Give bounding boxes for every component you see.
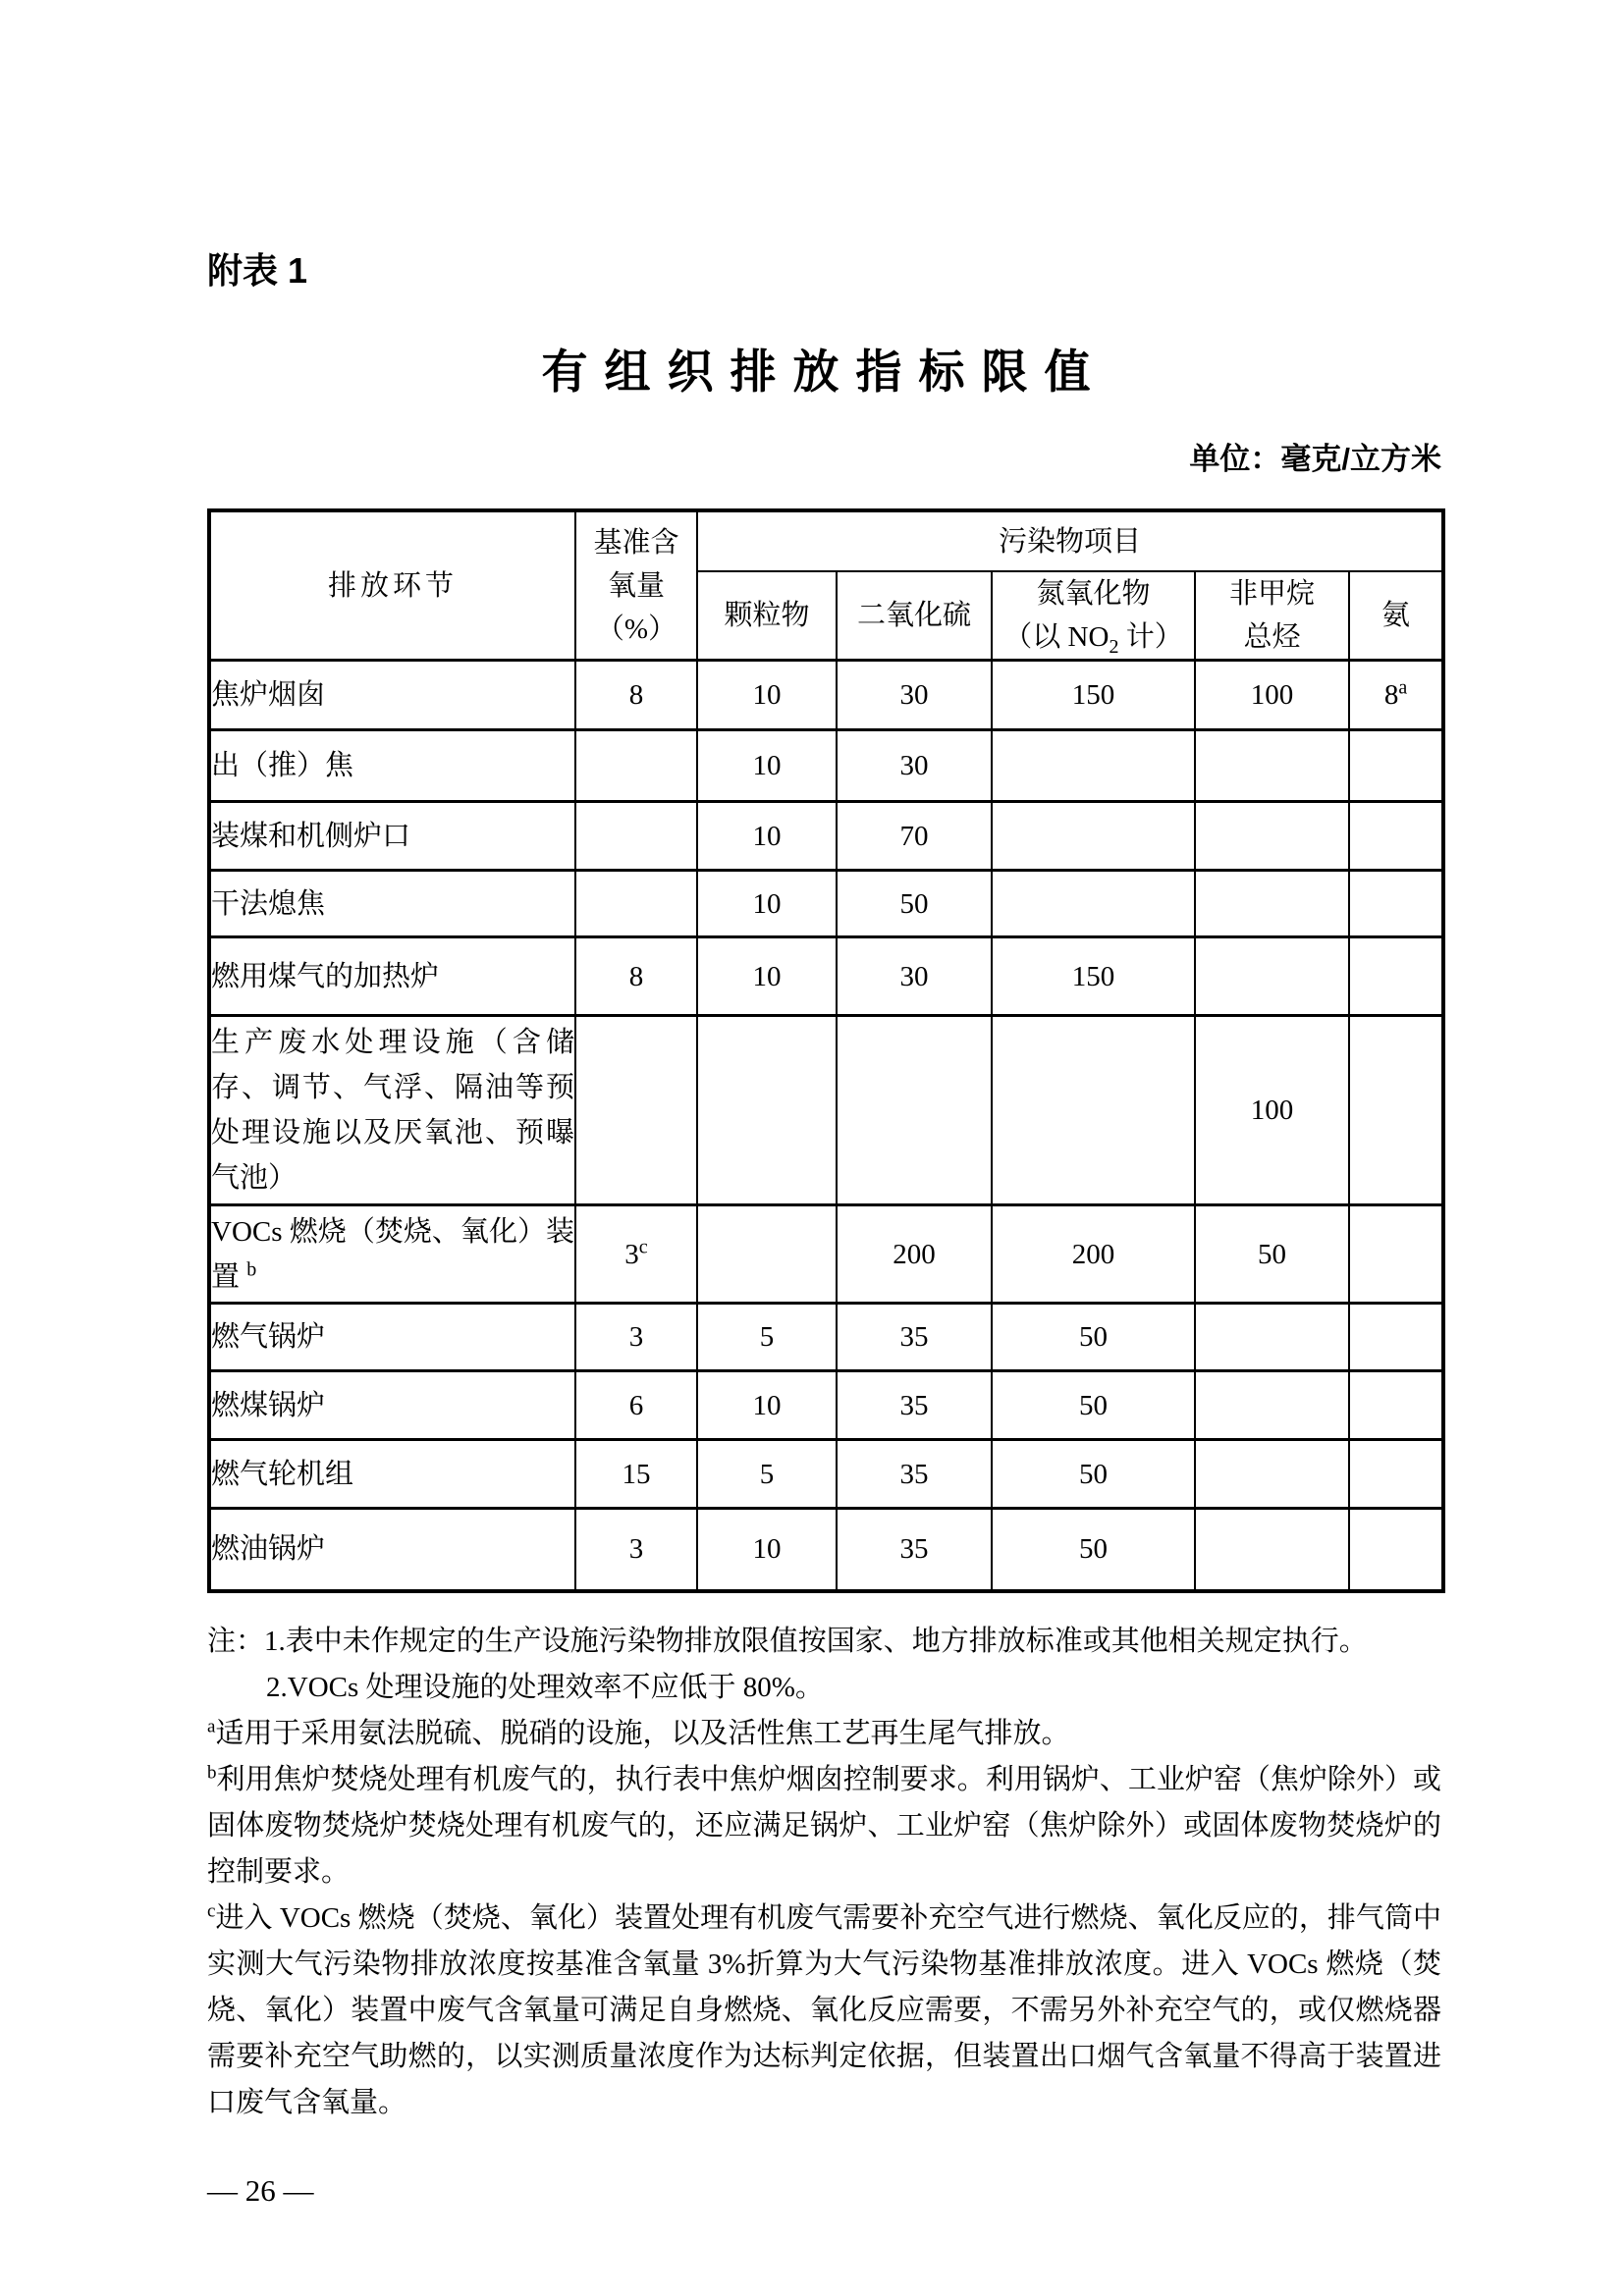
oxygen-value-cell: 3$^c$ — [575, 1205, 697, 1304]
footnote-a: $^a$适用于采用氨法脱硫、脱硝的设施，以及活性焦工艺再生尾气排放。 — [207, 1715, 1070, 1749]
table-row — [209, 1371, 1443, 1440]
nmhc-value-cell: 50 — [1195, 1205, 1349, 1304]
so2-value-cell: 35 — [837, 1371, 992, 1440]
header-nh3: 氨 — [1349, 571, 1443, 661]
so2-value-cell: 30 — [837, 661, 992, 730]
nh3-value-cell — [1349, 730, 1443, 802]
nh3-value-cell — [1349, 802, 1443, 871]
so2-value-cell: 200 — [837, 1205, 992, 1304]
nh3-value-cell: 8$^a$ — [1349, 661, 1443, 730]
nox-value-cell: 50 — [992, 1371, 1195, 1440]
footnote-ref-c: c — [638, 1235, 648, 1257]
nmhc-value-cell — [1195, 1509, 1349, 1591]
nmhc-value-cell — [1195, 1371, 1349, 1440]
so2-value-cell — [837, 1016, 992, 1205]
pm-value-cell: 10 — [697, 937, 837, 1016]
footnote-c-marker: c — [207, 1899, 216, 1921]
emission-stage-cell: 燃用煤气的加热炉 — [209, 937, 575, 1016]
nox-value-cell: 50 — [992, 1509, 1195, 1591]
header-nmhc — [1195, 571, 1349, 661]
oxygen-value-cell — [575, 730, 697, 802]
emission-stage-cell: 燃油锅炉 — [209, 1509, 575, 1591]
header-emission-stage: 排放环节 — [209, 510, 575, 661]
so2-value-cell: 30 — [837, 730, 992, 802]
nh3-value-cell — [1349, 1016, 1443, 1205]
nox-value-cell — [992, 730, 1195, 802]
header-nox-line2: （以 $NO_2$ 计） — [1003, 621, 1183, 658]
header-baseline-oxygen-line2: 氧量 — [607, 569, 665, 602]
so2-value-cell: 70 — [837, 802, 992, 871]
table-row — [209, 1440, 1443, 1509]
nmhc-value-cell — [1195, 937, 1349, 1016]
nmhc-value-cell: 100 — [1195, 661, 1349, 730]
header-baseline-oxygen — [575, 510, 697, 661]
table-row — [209, 1205, 1443, 1304]
nox-value-cell: 150 — [992, 661, 1195, 730]
footnote-c: $^c$进入 VOCs 燃烧（焚烧、氧化）装置处理有机废气需要补充空气进行燃烧、氧化反应的，排气筒中实测大气污染物排放浓度按基准含氧量 3%折算为大气污染物基准排放浓度。进入 VOCs 燃烧（焚烧、氧化）装置中废气含氧量可满足自身燃烧、氧化反应需要，不需另外补充空气的，或仅燃烧器需要补充空气助燃的，以实测质量浓度作为达标判定依据，但装置出口烟气含氧量不得高于装置进口废气含氧量。 — [207, 1899, 1441, 2118]
nox-value-cell: 50 — [992, 1440, 1195, 1509]
table-row — [209, 1509, 1443, 1591]
table-row — [209, 871, 1443, 937]
table-header-row-group — [209, 510, 1443, 571]
pm-value-cell: 10 — [697, 1509, 837, 1591]
nh3-value-cell — [1349, 1205, 1443, 1304]
emission-stage-cell: VOCs 燃烧（焚烧、氧化）装置 $^b$ — [209, 1205, 575, 1304]
pm-value-cell — [697, 1016, 837, 1205]
pm-value-cell: 10 — [697, 1371, 837, 1440]
footnote-b: $^b$利用焦炉焚烧处理有机废气的，执行表中焦炉烟囱控制要求。利用锅炉、工业炉窑（焦炉除外）或固体废物焚烧炉焚烧处理有机废气的，还应满足锅炉、工业炉窑（焦炉除外）或固体废物焚烧炉的控制要求。 — [207, 1761, 1441, 1888]
nox-value-cell — [992, 871, 1195, 937]
pm-value-cell — [697, 1205, 837, 1304]
emission-stage-cell: 燃煤锅炉 — [209, 1371, 575, 1440]
nh3-value-cell — [1349, 1371, 1443, 1440]
oxygen-value-cell: 8 — [575, 661, 697, 730]
pm-value-cell: 10 — [697, 871, 837, 937]
pm-value-cell: 10 — [697, 730, 837, 802]
emission-stage-cell: 燃气轮机组 — [209, 1440, 575, 1509]
emission-limits-table — [207, 508, 1445, 1593]
nmhc-value-cell — [1195, 802, 1349, 871]
nmhc-value-cell — [1195, 730, 1349, 802]
nmhc-value-cell — [1195, 871, 1349, 937]
unit-label: 单位：毫克/立方米 — [1189, 442, 1441, 476]
emission-stage-cell: 生产废水处理设施（含储存、调节、气浮、隔油等预处理设施以及厌氧池、预曝气池） — [209, 1016, 575, 1205]
nox-value-cell: 200 — [992, 1205, 1195, 1304]
footnote-ref-a: a — [1398, 676, 1408, 699]
footnote-a-marker: a — [207, 1715, 216, 1736]
footnote-ref-b: b — [246, 1257, 257, 1280]
header-pm: 颗粒物 — [697, 571, 837, 661]
note-2: 2.VOCs 处理设施的处理效率不应低于 80%。 — [266, 1671, 824, 1703]
header-pollutant-group: 污染物项目 — [697, 510, 1443, 571]
so2-value-cell: 35 — [837, 1509, 992, 1591]
table-row — [209, 937, 1443, 1016]
footnote-b-marker: b — [207, 1761, 217, 1783]
emission-stage-cell: 装煤和机侧炉口 — [209, 802, 575, 871]
nh3-value-cell — [1349, 1304, 1443, 1371]
nmhc-value-cell — [1195, 1440, 1349, 1509]
header-nmhc-line1: 非甲烷 — [1228, 578, 1315, 610]
so2-value-cell: 50 — [837, 871, 992, 937]
nh3-value-cell — [1349, 871, 1443, 937]
pm-value-cell: 5 — [697, 1304, 837, 1371]
header-baseline-oxygen-line1: 基准含 — [593, 526, 679, 559]
table-row — [209, 730, 1443, 802]
oxygen-value-cell — [575, 871, 697, 937]
header-baseline-oxygen-line3: （%） — [595, 613, 677, 645]
so2-value-cell: 35 — [837, 1440, 992, 1509]
header-so2: 二氧化硫 — [837, 571, 992, 661]
oxygen-value-cell: 6 — [575, 1371, 697, 1440]
pm-value-cell: 10 — [697, 661, 837, 730]
emission-stage-cell: 干法熄焦 — [209, 871, 575, 937]
header-nox-line1: 氮氧化物 — [1036, 578, 1151, 610]
nmhc-value-cell — [1195, 1304, 1349, 1371]
oxygen-value-cell: 3 — [575, 1304, 697, 1371]
oxygen-value-cell — [575, 1016, 697, 1205]
table-row — [209, 1304, 1443, 1371]
so2-value-cell: 30 — [837, 937, 992, 1016]
emission-stage-cell: 燃气锅炉 — [209, 1304, 575, 1371]
table-row — [209, 802, 1443, 871]
nmhc-value-cell: 100 — [1195, 1016, 1349, 1205]
oxygen-value-cell — [575, 802, 697, 871]
pm-value-cell: 5 — [697, 1440, 837, 1509]
emission-stage-cell: 出（推）焦 — [209, 730, 575, 802]
page-title: 有组织排放指标限值 — [541, 346, 1108, 398]
table-row — [209, 661, 1443, 730]
oxygen-value-cell: 8 — [575, 937, 697, 1016]
nh3-value-cell — [1349, 1440, 1443, 1509]
header-nmhc-line2: 总烃 — [1243, 621, 1301, 653]
nox-value-cell — [992, 802, 1195, 871]
page-number: — 26 — — [207, 2172, 314, 2208]
so2-value-cell: 35 — [837, 1304, 992, 1371]
oxygen-value-cell: 3 — [575, 1509, 697, 1591]
table-row — [209, 1016, 1443, 1205]
nh3-value-cell — [1349, 937, 1443, 1016]
nox-value-cell — [992, 1016, 1195, 1205]
header-nox — [992, 571, 1195, 661]
appendix-label: 附表 1 — [207, 250, 308, 291]
nox-value-cell: 50 — [992, 1304, 1195, 1371]
pm-value-cell: 10 — [697, 802, 837, 871]
notes-section — [207, 1619, 1441, 2126]
oxygen-value-cell: 15 — [575, 1440, 697, 1509]
emission-stage-cell: 焦炉烟囱 — [209, 661, 575, 730]
no2-subscript: 2 — [1109, 635, 1119, 658]
note-1: 注：1.表中未作规定的生产设施污染物排放限值按国家、地方排放标准或其他相关规定执行。 — [207, 1625, 1368, 1657]
nox-value-cell: 150 — [992, 937, 1195, 1016]
nh3-value-cell — [1349, 1509, 1443, 1591]
